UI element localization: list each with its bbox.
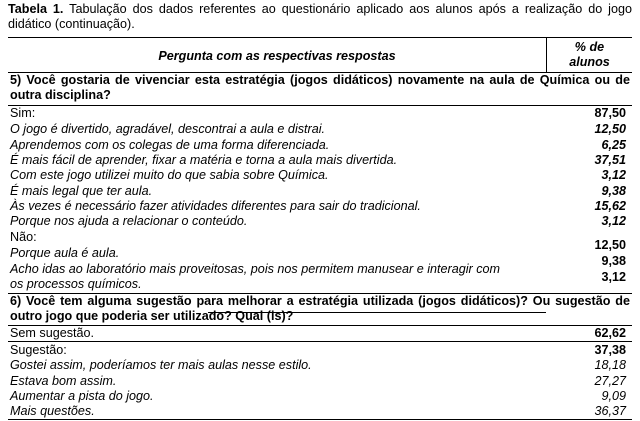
sim-item-text: Às vezes é necessário fazer atividades diferentes para sair do tradicional. xyxy=(10,199,421,213)
caption-label: Tabela 1. xyxy=(8,2,64,16)
table-top-rule xyxy=(8,37,632,38)
table-bottom-rule xyxy=(8,419,632,420)
table-row xyxy=(8,199,632,214)
question-5: 5) Você gostaria de vivenciar esta estratégia (jogos didáticos) novamente na aula de Química ou de outra disciplina? xyxy=(10,73,630,102)
sim-value: 87,50 xyxy=(594,106,626,120)
sim-item-text: Porque nos ajuda a relacionar o conteúdo. xyxy=(10,214,248,228)
nao-value: 12,50 xyxy=(594,238,626,252)
header-pct-col xyxy=(547,40,632,70)
sug-item-text: Mais questões. xyxy=(10,404,95,418)
sugestao-value: 37,38 xyxy=(594,343,626,357)
nao-item-text: Acho idas ao laboratório mais proveitosas, pois nos permitem manusear e interagir com xyxy=(10,262,500,276)
sug-item-value: 36,37 xyxy=(594,404,626,418)
table-row xyxy=(8,106,632,121)
sem-sugestao-label: Sem sugestão. xyxy=(10,326,95,340)
sug-item-value: 27,27 xyxy=(594,374,626,388)
sim-item-value: 6,25 xyxy=(601,138,626,152)
sim-item-value: 9,38 xyxy=(601,184,626,198)
sim-item-text: O jogo é divertido, agradável, descontrai a aula e distrai. xyxy=(10,122,326,136)
table-row xyxy=(8,184,632,199)
sem-sugestao-value: 62,62 xyxy=(594,326,626,340)
table-row xyxy=(8,358,632,373)
sim-item-text: Com este jogo utilizei muito do que sabia sobre Química. xyxy=(10,168,329,182)
sim-item-text: Aprendemos com os colegas de uma forma diferenciada. xyxy=(10,138,330,152)
nao-item-text: Porque aula é aula. xyxy=(10,246,120,260)
caption-text: Tabulação dos dados referentes ao questionário aplicado aos alunos após a realização do jogo didático (continuação). xyxy=(8,2,632,31)
table-row xyxy=(8,168,632,183)
sim-item-value: 15,62 xyxy=(594,199,626,213)
table-row xyxy=(8,374,632,389)
nao-item-value: 3,12 xyxy=(601,270,626,284)
sim-label: Sim: xyxy=(10,106,36,120)
table-row xyxy=(8,343,632,358)
table-row xyxy=(8,389,632,404)
sug-item-text: Gostei assim, poderíamos ter mais aulas nesse estilo. xyxy=(10,358,312,372)
table-row xyxy=(8,326,632,341)
table-row xyxy=(8,404,632,419)
q6-underline xyxy=(208,312,546,313)
sim-item-value: 37,51 xyxy=(594,153,626,167)
table-row xyxy=(8,214,632,229)
header-pct-line2: alunos xyxy=(569,55,610,69)
nao-item-text-cont: os processos químicos. xyxy=(10,277,142,291)
sim-item-value: 3,12 xyxy=(601,214,626,228)
sim-item-text: É mais legal que ter aula. xyxy=(10,184,153,198)
table-caption xyxy=(8,2,632,32)
header-pct-line1: % de xyxy=(574,40,605,54)
sug-item-text: Aumentar a pista do jogo. xyxy=(10,389,154,403)
table-row xyxy=(8,277,632,292)
sim-item-text: É mais fácil de aprender, fixar a matéria e torna a aula mais divertida. xyxy=(10,153,398,167)
sugestao-label: Sugestão: xyxy=(10,343,67,357)
sug-item-value: 9,09 xyxy=(601,389,626,403)
table-row xyxy=(8,138,632,153)
sim-item-value: 12,50 xyxy=(594,122,626,136)
nao-item-value: 9,38 xyxy=(601,254,626,268)
sim-item-value: 3,12 xyxy=(601,168,626,182)
sug-item-text: Estava bom assim. xyxy=(10,374,117,388)
table-row xyxy=(8,153,632,168)
sugestao-rule xyxy=(8,341,632,342)
nao-label: Não: xyxy=(10,230,37,244)
sug-item-value: 18,18 xyxy=(594,358,626,372)
header-question-col: Pergunta com as respectivas respostas xyxy=(158,49,396,63)
question-6: 6) Você tem alguma sugestão para melhorar a estratégia utilizada (jogos didáticos)? Ou sugestão de outro jogo que poderia ser utilizado? Qual (is)? xyxy=(10,294,630,323)
table-row xyxy=(8,122,632,137)
